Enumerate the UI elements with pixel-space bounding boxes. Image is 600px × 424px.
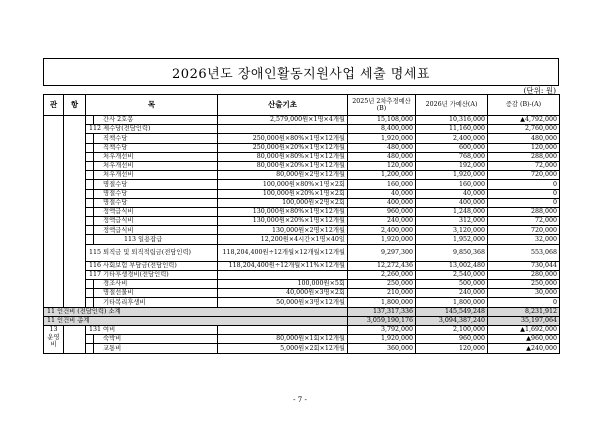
- row-basis: 250,000원×80%×1명×12개월: [218, 134, 348, 143]
- row-2025: 2,260,000: [348, 270, 416, 279]
- row-diff: 35,197,064: [488, 316, 560, 325]
- table-row: [44, 235, 560, 244]
- row-2025: 137,317,336: [348, 307, 416, 316]
- table-row: [44, 289, 560, 298]
- row-gwan: 13 운영비: [44, 325, 64, 353]
- row-2025: 15,108,000: [348, 116, 416, 125]
- row-2025: 3,792,000: [348, 325, 416, 334]
- table-body: [44, 116, 560, 354]
- row-item: 117 기타후생경비(전담인력): [86, 270, 218, 279]
- row-item: 명절수당: [94, 180, 218, 189]
- row-2026: 1,952,000: [416, 235, 488, 244]
- table-row: [44, 217, 560, 226]
- row-gwan: [44, 116, 64, 308]
- row-2026: 2,400,000: [416, 134, 488, 143]
- row-indent: [86, 335, 94, 344]
- row-item: 명절선물비: [94, 289, 218, 298]
- row-2026: 10,316,000: [416, 116, 488, 125]
- row-diff: 250,000: [488, 280, 560, 289]
- row-indent: [86, 161, 94, 170]
- row-2025: 9,297,300: [348, 244, 416, 261]
- row-2025: 480,000: [348, 152, 416, 161]
- table-row: [44, 152, 560, 161]
- row-item: 11 인건비 (전담인력) 소계: [44, 307, 348, 316]
- row-2025: 1,800,000: [348, 298, 416, 307]
- row-2025: 1,920,000: [348, 335, 416, 344]
- row-2025: 40,000: [348, 189, 416, 198]
- row-2025: 120,000: [348, 161, 416, 170]
- row-item: 정액급식비: [94, 207, 218, 216]
- row-2025: 400,000: [348, 198, 416, 207]
- row-2025: 960,000: [348, 207, 416, 216]
- table-row: [44, 244, 560, 261]
- row-diff: ▲4,792,000: [488, 116, 560, 125]
- row-2026: 3,094,387,240: [416, 316, 488, 325]
- row-indent: [86, 116, 94, 125]
- row-2026: 120,000: [416, 344, 488, 353]
- table-row: [44, 143, 560, 152]
- row-basis: 80,000원×20%×1명×12개월: [218, 161, 348, 170]
- row-basis: 80,000원×1회×12개월: [218, 335, 348, 344]
- row-indent: [86, 207, 94, 216]
- row-2025: 360,000: [348, 344, 416, 353]
- row-diff: 553,068: [488, 244, 560, 261]
- row-diff: 30,000: [488, 289, 560, 298]
- row-basis: [218, 325, 348, 334]
- row-item: 간사 2호봉: [94, 116, 218, 125]
- header-gwan: 관: [44, 95, 64, 116]
- row-2026: 145,549,248: [416, 307, 488, 316]
- row-diff: 0: [488, 189, 560, 198]
- row-item: 113 일용잡급: [94, 235, 218, 244]
- table-row: [44, 344, 560, 353]
- row-basis: [218, 125, 348, 134]
- page-title: [43, 58, 559, 86]
- row-2026: 11,160,000: [416, 125, 488, 134]
- row-2026: 40,000: [416, 189, 488, 198]
- unit-label: (단위: 원): [523, 86, 556, 95]
- table-row: [44, 161, 560, 170]
- row-item: 명절수당: [94, 189, 218, 198]
- row-item: 직책수당: [94, 134, 218, 143]
- header-hang: 항: [64, 95, 86, 116]
- row-2026: 1,920,000: [416, 171, 488, 180]
- row-diff: 0: [488, 198, 560, 207]
- summary-row: [44, 316, 560, 325]
- table-row: [44, 280, 560, 289]
- table-row: [44, 226, 560, 235]
- row-indent: [86, 143, 94, 152]
- header-row: [44, 95, 560, 116]
- row-diff: 480,000: [488, 134, 560, 143]
- row-indent: [86, 134, 94, 143]
- row-2026: 1,248,000: [416, 207, 488, 216]
- table-row: [44, 134, 560, 143]
- row-diff: ▲960,000: [488, 335, 560, 344]
- row-2025: 2,400,000: [348, 226, 416, 235]
- row-diff: 288,000: [488, 152, 560, 161]
- row-diff: ▲240,000: [488, 344, 560, 353]
- row-2026: 13,002,480: [416, 261, 488, 270]
- row-basis: 100,000원×80%×1명×2회: [218, 180, 348, 189]
- table-row: [44, 125, 560, 134]
- row-basis: 2,579,000원×1명×4개월: [218, 116, 348, 125]
- budget-table: [43, 94, 560, 354]
- row-diff: 280,000: [488, 270, 560, 279]
- row-item: 처우개선비: [94, 152, 218, 161]
- table-row: [44, 270, 560, 279]
- row-2026: 2,540,000: [416, 270, 488, 279]
- row-2026: 600,000: [416, 143, 488, 152]
- row-item: 교통비: [94, 344, 218, 353]
- row-indent: [86, 226, 94, 235]
- row-basis: 100,000원×2명×2회: [218, 198, 348, 207]
- row-2025: 1,200,000: [348, 171, 416, 180]
- row-item: 112 제수당(전담인력): [86, 125, 218, 134]
- row-2025: 1,920,000: [348, 235, 416, 244]
- row-indent: [86, 235, 94, 244]
- header-diff: 증감 (B)-(A): [488, 95, 560, 116]
- row-2026: 768,000: [416, 152, 488, 161]
- row-2026: 3,120,000: [416, 226, 488, 235]
- row-2026: 960,000: [416, 335, 488, 344]
- table-row: [44, 335, 560, 344]
- row-item: 115 퇴직금 및 퇴직적립금(전담인력): [86, 244, 218, 261]
- row-basis: 100,000원×20%×1명×2회: [218, 189, 348, 198]
- row-2026: 1,800,000: [416, 298, 488, 307]
- row-hang: [64, 116, 86, 308]
- row-basis: [218, 270, 348, 279]
- row-indent: [86, 189, 94, 198]
- row-item: 경조사비: [94, 280, 218, 289]
- row-diff: 2,760,000: [488, 125, 560, 134]
- summary-row: [44, 307, 560, 316]
- row-item: 처우개선비: [94, 161, 218, 170]
- row-diff: 32,000: [488, 235, 560, 244]
- row-item: 숙박비: [94, 335, 218, 344]
- row-hang: [64, 325, 86, 353]
- row-basis: 100,000원×5회: [218, 280, 348, 289]
- table-row: [44, 298, 560, 307]
- row-basis: 130,000원×2명×12개월: [218, 226, 348, 235]
- row-basis: 80,000원×80%×1명×12개월: [218, 152, 348, 161]
- row-basis: 130,000원×20%×1명×12개월: [218, 217, 348, 226]
- row-indent: [86, 171, 94, 180]
- row-diff: 0: [488, 180, 560, 189]
- row-diff: ▲1,692,000: [488, 325, 560, 334]
- row-basis: 118,204,400원÷12개월×11%×12개월: [218, 261, 348, 270]
- row-2026: 192,000: [416, 161, 488, 170]
- row-2026: 312,000: [416, 217, 488, 226]
- table-row: [44, 180, 560, 189]
- row-basis: 5,000원×2회×12개월: [218, 344, 348, 353]
- row-2025: 160,000: [348, 180, 416, 189]
- row-indent: [86, 180, 94, 189]
- row-diff: 120,000: [488, 143, 560, 152]
- row-item: 처우개선비: [94, 171, 218, 180]
- row-diff: 730,044: [488, 261, 560, 270]
- header-2025: 2025년 2차추경예산(B): [348, 95, 416, 116]
- header-mok: 목: [86, 95, 218, 116]
- row-2025: 1,920,000: [348, 134, 416, 143]
- row-2026: 500,000: [416, 280, 488, 289]
- row-diff: 72,000: [488, 217, 560, 226]
- row-2025: 3,059,190,176: [348, 316, 416, 325]
- row-2025: 12,272,436: [348, 261, 416, 270]
- row-diff: 0: [488, 298, 560, 307]
- row-2025: 8,400,000: [348, 125, 416, 134]
- row-item: 정액급식비: [94, 217, 218, 226]
- table-row: [44, 261, 560, 270]
- page-number: - 7 -: [293, 396, 307, 404]
- row-item: 116 사회보험 부담금(전담인력): [86, 261, 218, 270]
- row-indent: [86, 280, 94, 289]
- row-diff: 720,000: [488, 171, 560, 180]
- table-row: [44, 207, 560, 216]
- row-2025: 480,000: [348, 143, 416, 152]
- row-diff: 288,000: [488, 207, 560, 216]
- table-row: [44, 116, 560, 125]
- row-2025: 250,000: [348, 280, 416, 289]
- table-row: [44, 198, 560, 207]
- header-basis: 산출기초: [218, 95, 348, 116]
- row-item: 직책수당: [94, 143, 218, 152]
- row-item: 명절수당: [94, 198, 218, 207]
- row-indent: [86, 198, 94, 207]
- row-basis: 50,000원×3명×12개월: [218, 298, 348, 307]
- table-row: [44, 171, 560, 180]
- row-diff: 720,000: [488, 226, 560, 235]
- row-2026: 9,850,368: [416, 244, 488, 261]
- page-title-text: 2026년도 장애인활동지원사업 세출 명세표: [172, 66, 430, 82]
- row-item: 131 여비: [86, 325, 218, 334]
- row-indent: [86, 217, 94, 226]
- table-row: [44, 189, 560, 198]
- row-item: 정액급식비: [94, 226, 218, 235]
- row-2025: 240,000: [348, 217, 416, 226]
- row-basis: 12,200원×4시간×1명×40일: [218, 235, 348, 244]
- row-diff: 8,231,912: [488, 307, 560, 316]
- row-2026: 2,100,000: [416, 325, 488, 334]
- row-2026: 240,000: [416, 289, 488, 298]
- row-indent: [86, 289, 94, 298]
- row-item: 기타복리후생비: [94, 298, 218, 307]
- row-indent: [86, 152, 94, 161]
- row-2026: 400,000: [416, 198, 488, 207]
- row-basis: 130,000원×80%×1명×12개월: [218, 207, 348, 216]
- row-item: 11 인건비 총계: [44, 316, 348, 325]
- row-basis: 118,204,400원÷12개월×12개월×12개월: [218, 244, 348, 261]
- row-2025: 210,000: [348, 289, 416, 298]
- table-row: [44, 325, 560, 334]
- row-indent: [86, 298, 94, 307]
- row-2026: 160,000: [416, 180, 488, 189]
- row-indent: [86, 344, 94, 353]
- header-2026: 2026년 가예산(A): [416, 95, 488, 116]
- row-basis: 80,000원×2명×12개월: [218, 171, 348, 180]
- row-diff: 72,000: [488, 161, 560, 170]
- row-basis: 250,000원×20%×1명×12개월: [218, 143, 348, 152]
- row-basis: 40,000원×3명×2회: [218, 289, 348, 298]
